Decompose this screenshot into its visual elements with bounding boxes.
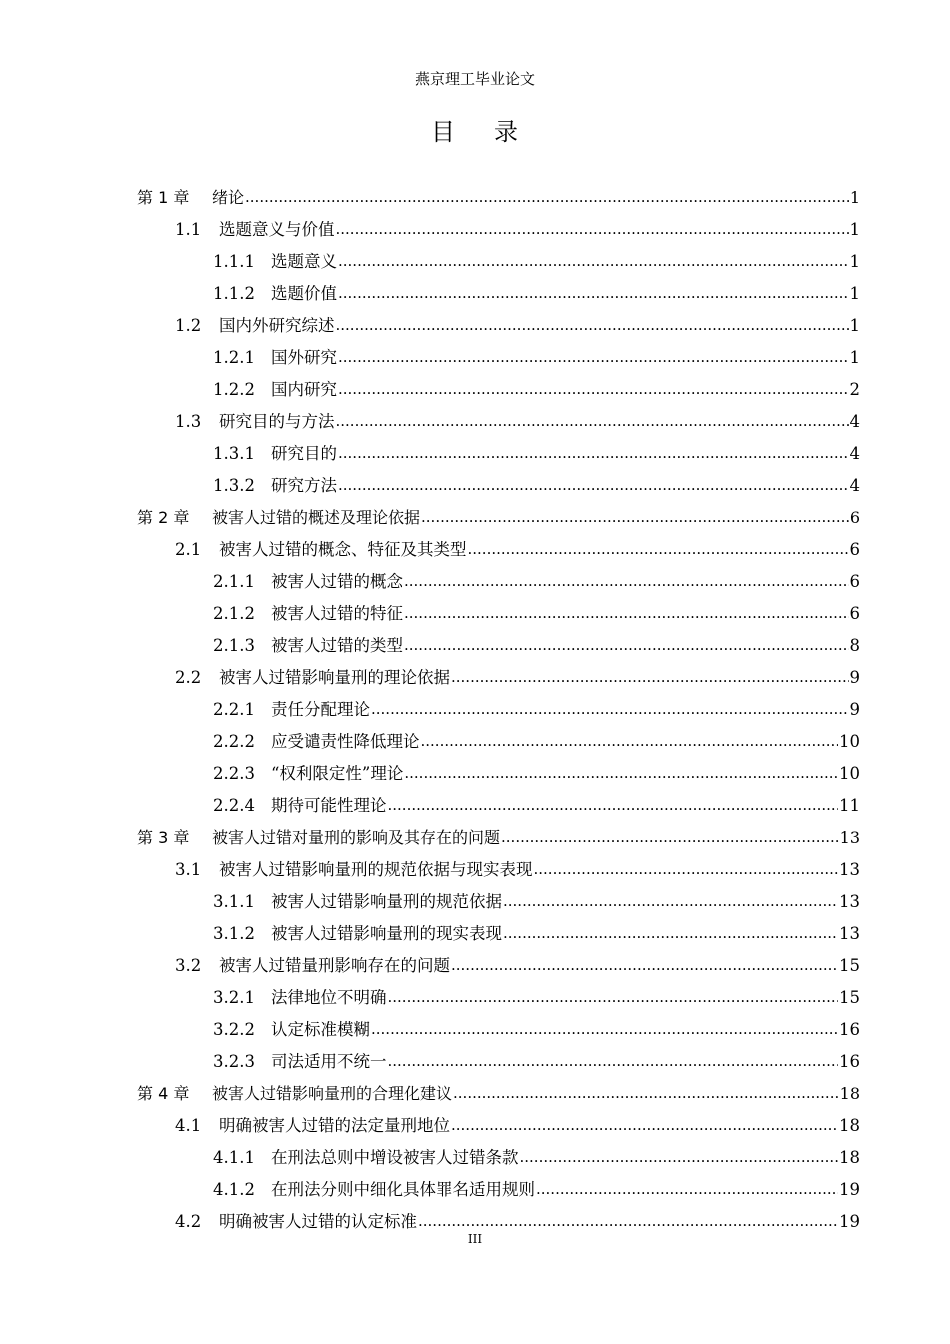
toc-dot-leader: [503, 891, 838, 913]
toc-page-number: 1: [849, 188, 860, 207]
toc-title: 被害人过错的特征: [271, 604, 403, 623]
toc-dot-leader: [418, 1211, 838, 1233]
toc-page-number: 15: [839, 956, 860, 975]
toc-section[interactable]: [175, 945, 860, 977]
toc-page-number: 15: [839, 988, 860, 1007]
toc-page-number: 10: [839, 732, 860, 751]
toc-title: 法律地位不明确: [271, 988, 387, 1007]
toc-section[interactable]: [175, 657, 860, 689]
toc-dot-leader: [338, 379, 849, 401]
toc-dot-leader: [404, 763, 838, 785]
toc-dot-leader: [336, 219, 849, 241]
toc-title: 国外研究: [271, 348, 337, 367]
page-number: III: [467, 1232, 483, 1246]
toc-number: 3.2.3: [213, 1052, 255, 1071]
page-title: [0, 115, 950, 149]
toc-number: 2.1.2: [213, 604, 255, 623]
toc-title: 研究方法: [271, 476, 337, 495]
toc-title: 研究目的与方法: [219, 412, 335, 431]
toc-number: 2.2.1: [213, 700, 255, 719]
page-header: 燕京理工毕业论文: [414, 70, 535, 88]
toc-dot-leader: [501, 827, 839, 849]
toc-title: 被害人过错的概念、特征及其类型: [219, 540, 467, 559]
toc-number: 1.3.1: [213, 444, 255, 463]
toc-page-number: 13: [839, 860, 860, 879]
toc-dot-leader: [421, 507, 849, 529]
toc-number: 4.1.2: [213, 1180, 255, 1199]
toc-number: 2.2: [175, 668, 202, 687]
toc-title: 被害人过错的概述及理论依据: [212, 508, 421, 527]
title-char-2: 录: [494, 118, 519, 146]
toc-title: 被害人过错影响量刑的规范依据与现实表现: [219, 860, 533, 879]
toc-page-number: 1: [849, 252, 860, 271]
toc-subsection[interactable]: [213, 753, 860, 785]
toc-page-number: 10: [839, 764, 860, 783]
toc-page-number: 4: [849, 476, 860, 495]
toc-title: 明确被害人过错的法定量刑地位: [219, 1116, 450, 1135]
toc-number: 4.1: [175, 1116, 202, 1135]
toc-number: 2.2.2: [213, 732, 255, 751]
toc-page-number: 19: [839, 1212, 860, 1231]
toc-dot-leader: [338, 347, 849, 369]
toc-title: 国内研究: [271, 380, 337, 399]
toc-dot-leader: [388, 987, 839, 1009]
toc-subsection[interactable]: [213, 465, 860, 497]
toc-title: 被害人过错对量刑的影响及其存在的问题: [212, 828, 501, 847]
toc-page-number: 13: [839, 924, 860, 943]
toc-number: 1.2: [175, 316, 202, 335]
toc-number: 2.2.4: [213, 796, 255, 815]
toc-page-number: 1: [849, 284, 860, 303]
toc-subsection[interactable]: [213, 561, 860, 593]
toc-number: 1.3.2: [213, 476, 255, 495]
toc-subsection[interactable]: [213, 977, 860, 1009]
toc-section[interactable]: [175, 1105, 860, 1137]
toc-dot-leader: [338, 283, 849, 305]
toc-number: 1.2.2: [213, 380, 255, 399]
toc-section[interactable]: [175, 1201, 860, 1233]
toc-subsection[interactable]: [213, 785, 860, 817]
toc-title: 选题价值: [271, 284, 337, 303]
toc-page-number: 1: [849, 348, 860, 367]
toc-dot-leader: [404, 635, 849, 657]
toc-number: 1.2.1: [213, 348, 255, 367]
toc-page-number: 9: [849, 668, 860, 687]
toc-dot-leader: [421, 731, 839, 753]
toc-title: “权利限定性”理论: [271, 764, 404, 783]
toc-page-number: 18: [839, 1148, 860, 1167]
toc-page-number: 13: [839, 828, 860, 847]
toc-section[interactable]: [175, 529, 860, 561]
toc-page-number: 1: [849, 220, 860, 239]
toc-page-number: 13: [839, 892, 860, 911]
toc-dot-leader: [336, 315, 849, 337]
toc-number: 4.1.1: [213, 1148, 255, 1167]
toc-page-number: 8: [849, 636, 860, 655]
toc-number: 1.1.1: [213, 252, 255, 271]
toc-subsection[interactable]: [213, 241, 860, 273]
toc-subsection[interactable]: [213, 433, 860, 465]
toc-page-number: 4: [849, 412, 860, 431]
toc-dot-leader: [451, 667, 849, 689]
toc-number: 3.2.2: [213, 1020, 255, 1039]
toc-subsection[interactable]: [213, 369, 860, 401]
toc-dot-leader: [371, 1019, 838, 1041]
toc-number: 第 2 章: [137, 508, 190, 527]
toc-page-number: 6: [849, 508, 860, 527]
toc-page-number: 18: [839, 1116, 860, 1135]
toc-title: 被害人过错的概念: [271, 572, 403, 591]
toc-subsection[interactable]: [213, 1137, 860, 1169]
toc-page-number: 9: [849, 700, 860, 719]
toc-title: 认定标准模糊: [271, 1020, 370, 1039]
toc-dot-leader: [338, 251, 849, 273]
toc-title: 被害人过错的类型: [271, 636, 403, 655]
toc-subsection[interactable]: [213, 1169, 860, 1201]
toc-subsection[interactable]: [213, 337, 860, 369]
toc-title: 责任分配理论: [271, 700, 370, 719]
toc-title: 在刑法分则中细化具体罪名适用规则: [271, 1180, 535, 1199]
toc-subsection[interactable]: [213, 913, 860, 945]
toc-page-number: 1: [849, 316, 860, 335]
toc-dot-leader: [371, 699, 849, 721]
toc-subsection[interactable]: [213, 593, 860, 625]
toc-dot-leader: [245, 187, 849, 209]
toc-title: 被害人过错影响量刑的规范依据: [271, 892, 502, 911]
toc-dot-leader: [336, 411, 849, 433]
toc-title: 研究目的: [271, 444, 337, 463]
toc-number: 2.1: [175, 540, 202, 559]
toc-page-number: 2: [849, 380, 860, 399]
toc-title: 选题意义与价值: [219, 220, 335, 239]
toc-title: 应受谴责性降低理论: [271, 732, 420, 751]
toc-page-number: 11: [839, 796, 860, 815]
toc-dot-leader: [404, 603, 849, 625]
toc-number: 3.1: [175, 860, 202, 879]
toc-dot-leader: [534, 859, 839, 881]
toc-dot-leader: [503, 923, 838, 945]
toc-number: 4.2: [175, 1212, 202, 1231]
toc-page-number: 6: [849, 540, 860, 559]
toc-dot-leader: [338, 475, 849, 497]
toc-title: 被害人过错量刑影响存在的问题: [219, 956, 450, 975]
toc-dot-leader: [451, 955, 838, 977]
toc-page-number: 18: [839, 1084, 860, 1103]
toc-title: 绪论: [212, 188, 245, 207]
toc-number: 第 1 章: [137, 188, 190, 207]
toc-number: 3.1.1: [213, 892, 255, 911]
toc-title: 国内外研究综述: [219, 316, 335, 335]
toc-dot-leader: [388, 1051, 839, 1073]
toc-number: 3.2.1: [213, 988, 255, 1007]
toc-number: 2.1.1: [213, 572, 255, 591]
toc-section[interactable]: [175, 305, 860, 337]
toc-page-number: 16: [839, 1052, 860, 1071]
toc-chapter[interactable]: [137, 817, 860, 849]
toc-subsection[interactable]: [213, 1009, 860, 1041]
toc-title: 被害人过错影响量刑的现实表现: [271, 924, 502, 943]
toc-section[interactable]: [175, 209, 860, 241]
toc-dot-leader: [520, 1147, 839, 1169]
toc-title: 被害人过错影响量刑的理论依据: [219, 668, 450, 687]
toc-subsection[interactable]: [213, 881, 860, 913]
toc-number: 1.1.2: [213, 284, 255, 303]
toc-chapter[interactable]: [137, 497, 860, 529]
toc-page-number: 16: [839, 1020, 860, 1039]
toc-dot-leader: [388, 795, 839, 817]
toc-dot-leader: [451, 1115, 838, 1137]
toc-number: 3.1.2: [213, 924, 255, 943]
toc-title: 明确被害人过错的认定标准: [219, 1212, 417, 1231]
toc-dot-leader: [536, 1179, 838, 1201]
toc-dot-leader: [453, 1083, 839, 1105]
toc-section[interactable]: [175, 401, 860, 433]
toc-title: 在刑法总则中增设被害人过错条款: [271, 1148, 519, 1167]
toc-section[interactable]: [175, 849, 860, 881]
toc-page-number: 4: [849, 444, 860, 463]
toc-subsection[interactable]: [213, 689, 860, 721]
toc-number: 第 3 章: [137, 828, 190, 847]
toc-title: 被害人过错影响量刑的合理化建议: [212, 1084, 453, 1103]
toc-number: 2.2.3: [213, 764, 255, 783]
toc-page-number: 6: [849, 572, 860, 591]
toc-number: 第 4 章: [137, 1084, 190, 1103]
toc-page-number: 19: [839, 1180, 860, 1199]
toc-dot-leader: [468, 539, 849, 561]
toc-dot-leader: [338, 443, 849, 465]
toc-number: 2.1.3: [213, 636, 255, 655]
toc-chapter[interactable]: [137, 1073, 860, 1105]
toc-dot-leader: [404, 571, 849, 593]
title-char-1: 目: [431, 118, 456, 146]
toc-title: 选题意义: [271, 252, 337, 271]
toc-number: 1.3: [175, 412, 202, 431]
toc-title: 期待可能性理论: [271, 796, 387, 815]
toc-subsection[interactable]: [213, 1041, 860, 1073]
toc-subsection[interactable]: [213, 273, 860, 305]
toc-title: 司法适用不统一: [271, 1052, 387, 1071]
toc-subsection[interactable]: [213, 625, 860, 657]
toc-chapter[interactable]: [137, 177, 860, 209]
toc-page-number: 6: [849, 604, 860, 623]
toc-subsection[interactable]: [213, 721, 860, 753]
toc-number: 3.2: [175, 956, 202, 975]
toc-number: 1.1: [175, 220, 202, 239]
